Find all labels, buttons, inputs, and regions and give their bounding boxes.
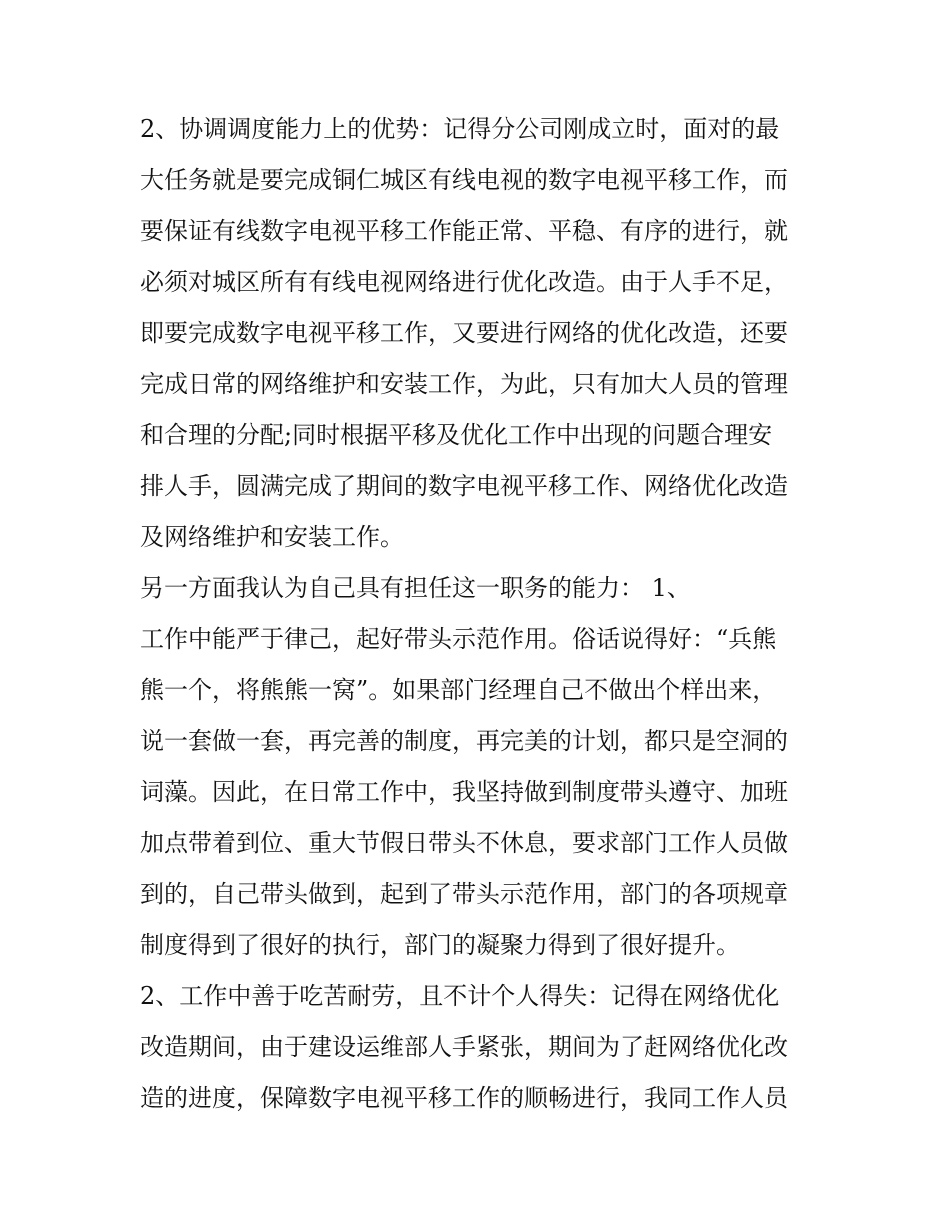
text-line-20: 造的进度，保障数字电视平移工作的顺畅进行，我同工作人员 [140, 1084, 788, 1112]
text-line-15: 加点带着到位、重大节假日带头不休息，要求部门工作人员做 [140, 829, 788, 857]
text-line-3: 要保证有线数字电视平移工作能正常、平稳、有序的进行，就 [140, 217, 788, 245]
text-line-1: 2、协调调度能力上的优势：记得分公司刚成立时，面对的最 [140, 115, 780, 143]
text-line-7: 和合理的分配;同时根据平移及优化工作中出现的问题合理安 [140, 421, 773, 449]
text-line-16: 到的，自己带头做到，起到了带头示范作用，部门的各项规章 [140, 880, 788, 908]
text-line-18: 2、工作中善于吃苦耐劳，且不计个人得失：记得在网络优化 [140, 982, 780, 1010]
text-line-14: 词藻。因此，在日常工作中，我坚持做到制度带头遵守、加班 [140, 778, 788, 806]
text-line-11: 工作中能严于律己，起好带头示范作用。俗话说得好：“兵熊 [140, 625, 777, 653]
text-line-8: 排人手，圆满完成了期间的数字电视平移工作、网络优化改造 [140, 472, 788, 500]
document-body [140, 104, 820, 1124]
text-line-10: 另一方面我认为自己具有担任这一职务的能力： 1、 [140, 574, 691, 602]
text-line-5: 即要完成数字电视平移工作，又要进行网络的优化改造，还要 [140, 319, 788, 347]
text-line-13: 说一套做一套，再完善的制度，再完美的计划，都只是空洞的 [140, 727, 788, 755]
text-line-12: 熊一个，将熊熊一窝”。如果部门经理自己不做出个样出来， [140, 676, 777, 704]
text-line-17: 制度得到了很好的执行，部门的凝聚力得到了很好提升。 [140, 931, 740, 959]
text-line-19: 改造期间，由于建设运维部人手紧张，期间为了赶网络优化改 [140, 1033, 788, 1061]
text-line-4: 必须对城区所有有线电视网络进行优化改造。由于人手不足， [140, 268, 788, 296]
text-line-2: 大任务就是要完成铜仁城区有线电视的数字电视平移工作，而 [140, 166, 788, 194]
text-line-9: 及网络维护和安装工作。 [140, 523, 404, 551]
text-line-6: 完成日常的网络维护和安装工作，为此，只有加大人员的管理 [140, 370, 788, 398]
